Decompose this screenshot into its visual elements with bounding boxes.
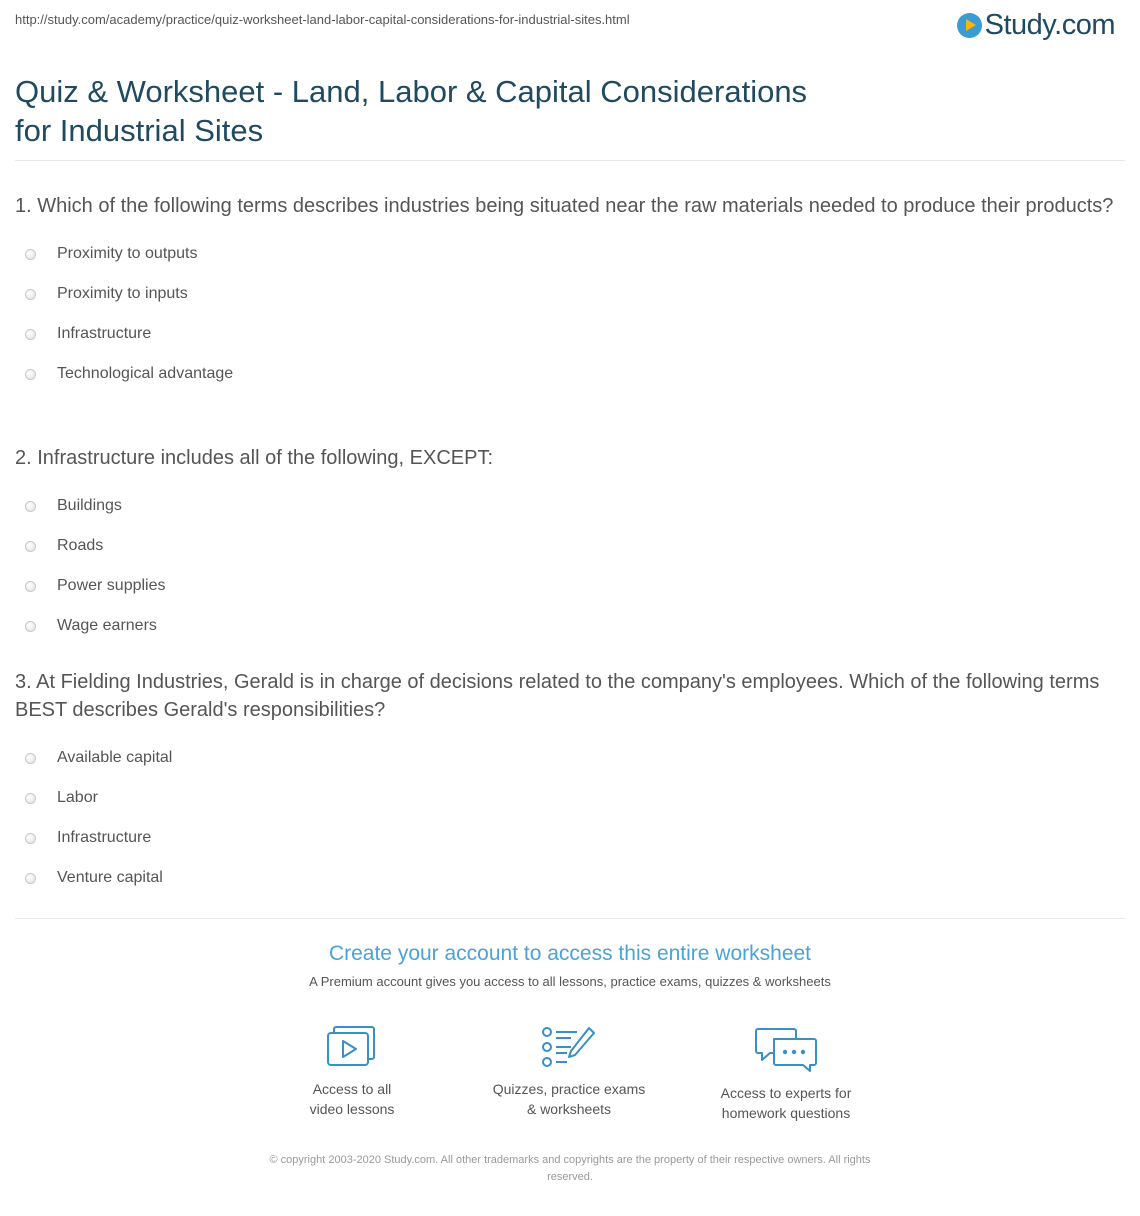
question-text: 2. Infrastructure includes all of the following, EXCEPT: [15,447,494,469]
play-logo-icon [957,13,982,38]
copyright-line1: © copyright 2003-2020 Study.com. All other trademarks and copyrights are the property of their respective owners. All rights [269,1154,871,1166]
radio-button[interactable] [25,289,36,300]
page-title-line1: Quiz & Worksheet - Land, Labor & Capital Considerations [15,74,808,109]
signup-cta [0,942,1140,989]
answer-option[interactable] [15,526,1115,566]
cta-subtitle: A Premium account gives you access to all lessons, practice exams, quizzes & worksheets [309,974,831,989]
radio-button[interactable] [25,753,36,764]
answer-options [15,234,1115,394]
answer-options [15,486,1115,646]
answer-option[interactable] [15,486,1115,526]
question-2 [15,444,1115,646]
feature-quizzes [469,1025,669,1119]
radio-button[interactable] [25,621,36,632]
feature-label [469,1079,669,1119]
answer-option[interactable] [15,778,1115,818]
answer-label: Infrastructure [57,325,152,342]
answer-label: Technological advantage [57,365,234,382]
top-bar [15,9,1115,42]
study-logo[interactable] [957,9,1115,42]
question-1 [15,192,1115,394]
radio-button[interactable] [25,329,36,340]
feature-label-line2: & worksheets [526,1101,612,1117]
answer-label: Infrastructure [57,829,152,846]
divider [15,918,1125,919]
page-title [15,72,915,150]
answer-label: Power supplies [57,577,166,594]
radio-button[interactable] [25,581,36,592]
radio-button[interactable] [25,369,36,380]
answer-label: Venture capital [57,869,163,886]
copyright-line2: reserved. [547,1171,593,1183]
question-text: 1. Which of the following terms describes industries being situated near the raw materials needed to produce their products? [15,195,1114,217]
video-lessons-icon [326,1025,378,1069]
radio-button[interactable] [25,833,36,844]
radio-button[interactable] [25,541,36,552]
answer-option[interactable] [15,566,1115,606]
question-text: 3. At Fielding Industries, Gerald is in charge of decisions related to the company's employees. Which of the following terms BEST describes Gerald's responsibilities? [15,671,1100,721]
feature-label-line2: homework questions [721,1105,851,1121]
answer-option[interactable] [15,234,1115,274]
feature-label [686,1083,886,1123]
radio-button[interactable] [25,873,36,884]
answer-label: Labor [57,789,98,806]
answer-label: Proximity to outputs [57,245,198,262]
answer-options [15,738,1115,898]
answer-option[interactable] [15,738,1115,778]
feature-label-line1: Access to experts for [720,1085,852,1101]
radio-button[interactable] [25,501,36,512]
answer-option[interactable] [15,354,1115,394]
divider [15,160,1125,161]
answer-option[interactable] [15,858,1115,898]
quiz-checklist-icon [541,1025,597,1069]
answer-option[interactable] [15,606,1115,646]
chat-bubbles-icon [754,1025,818,1073]
feature-video-lessons [252,1025,452,1119]
radio-button[interactable] [25,793,36,804]
answer-label: Buildings [57,497,122,514]
answer-option[interactable] [15,818,1115,858]
feature-label-line2: video lessons [309,1101,395,1117]
cta-title-link[interactable]: Create your account to access this entire worksheet [328,942,812,965]
radio-button[interactable] [25,249,36,260]
answer-option[interactable] [15,314,1115,354]
page-title-line2: for Industrial Sites [15,113,264,148]
answer-label: Wage earners [57,617,157,634]
page-url: http://study.com/academy/practice/quiz-worksheet-land-labor-capital-considerations-for-industrial-sites.html [15,12,630,27]
feature-experts [686,1025,886,1123]
feature-label [252,1079,452,1119]
answer-option[interactable] [15,274,1115,314]
feature-label-line1: Access to all [312,1081,392,1097]
copyright-notice [200,1152,940,1186]
question-3 [15,668,1115,898]
answer-label: Roads [57,537,104,554]
answer-label: Proximity to inputs [57,285,188,302]
logo-text: Study.com [984,9,1115,41]
answer-label: Available capital [57,749,173,766]
feature-label-line1: Quizzes, practice exams [492,1081,646,1097]
